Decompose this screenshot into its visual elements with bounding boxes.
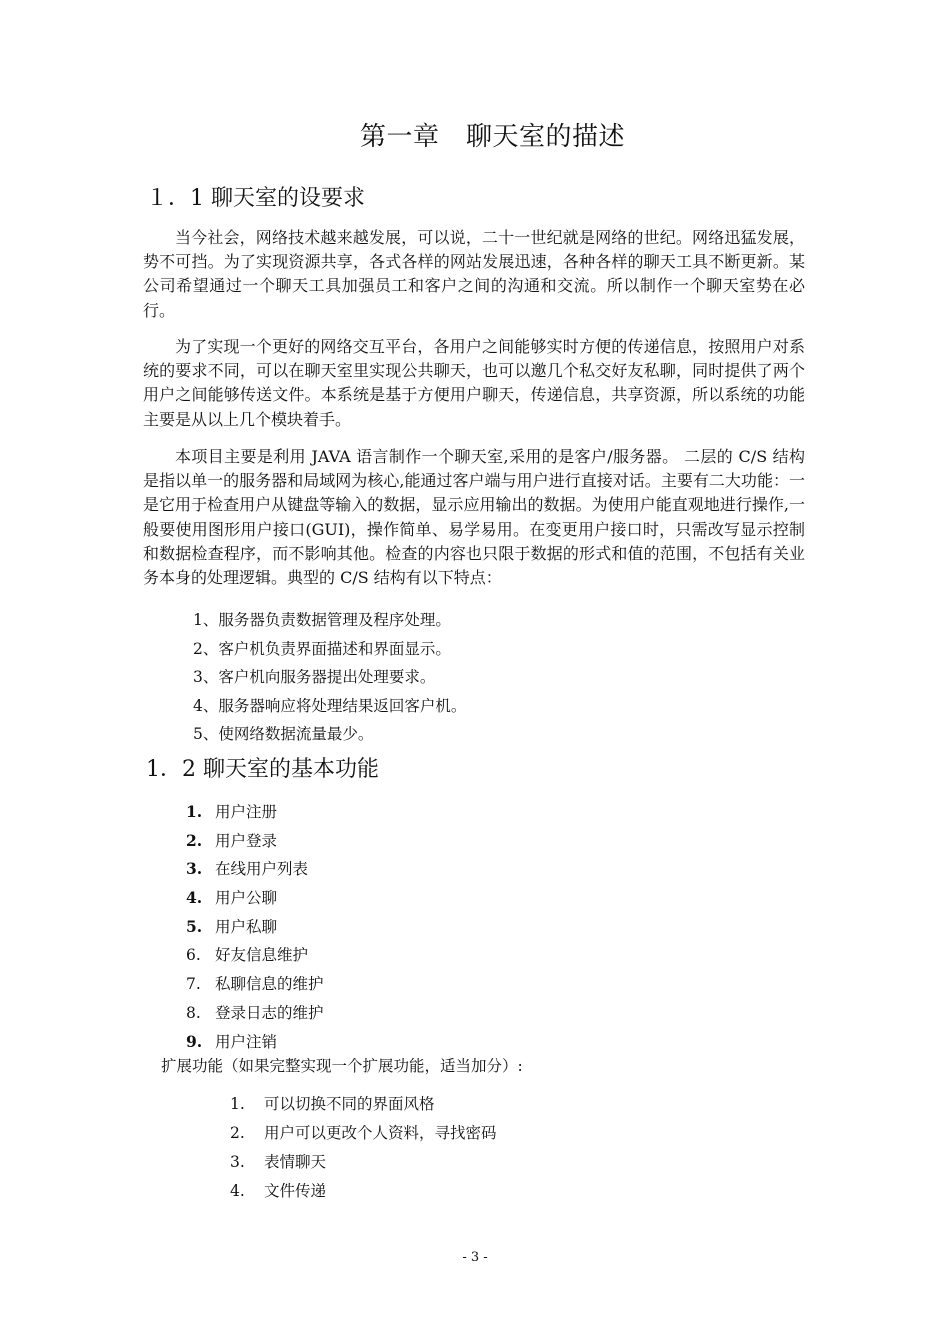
list-label: 可以切换不同的界面风格 [264, 1095, 435, 1113]
list-number: 1. [186, 802, 203, 821]
list-item [230, 1090, 497, 1119]
list-item [230, 1177, 497, 1206]
list-label: 用户登录 [215, 831, 278, 850]
list-number: 4. [230, 1182, 245, 1200]
list-number: 2. [230, 1124, 245, 1142]
list-item [186, 970, 324, 999]
list-number: 3. [186, 859, 203, 879]
list-item [186, 798, 324, 827]
list-item: 3、客户机向服务器提出处理要求。 [193, 668, 436, 686]
list-item [230, 1119, 497, 1148]
list-number: 3. [230, 1153, 245, 1171]
list-label: 表情聊天 [264, 1153, 327, 1171]
paragraph-cs-structure: 本项目主要是利用 JAVA 语言制作一个聊天室,采用的是客户/服务器。 二层的 C/S 结构是指以单一的服务器和局域网为核心,能通过客户端与用户进行直接对话。主要有二大功能：一是它用于检查用户从键盘等输入的数据，显示应用输出的数据。为使用户能直观地进行操作,一般要使用图形用户接口(GUI)，操作简单、易学易用。在变更用户接口时，只需改写显示控制和数据检查程序，而不影响其他。检查的内容也只限于数据的形式和值的范围，不包括有关业务本身的处理逻辑。典型的 C/S 结构有以下特点： [143, 447, 805, 588]
list-item [186, 1028, 324, 1057]
section-heading-1-2: 1．2 聊天室的基本功能 [146, 757, 379, 782]
list-label: 用户可以更改个人资料，寻找密码 [264, 1124, 497, 1142]
list-item [230, 1148, 497, 1177]
list-label: 好友信息维护 [215, 946, 309, 965]
basic-functions-list [186, 798, 324, 1056]
list-label: 在线用户列表 [215, 860, 309, 879]
list-label: 用户注销 [215, 1032, 278, 1051]
list-label: 用户公聊 [215, 889, 278, 908]
list-item [186, 999, 324, 1028]
list-number: 8. [186, 1003, 201, 1022]
cs-features-list [193, 606, 466, 749]
extension-intro: 扩展功能（如果完整实现一个扩展功能，适当加分）: [161, 1057, 523, 1075]
list-item [186, 884, 324, 913]
list-number: 1. [230, 1095, 245, 1113]
list-number: 9. [186, 1031, 203, 1051]
extension-functions-list [230, 1090, 497, 1206]
section-heading-1-1: １．1 聊天室的设要求 [146, 186, 365, 211]
list-number: 2. [186, 830, 203, 850]
list-label: 用户注册 [215, 803, 278, 821]
list-item: 5、使网络数据流量最少。 [193, 725, 374, 743]
list-number: 7. [186, 975, 201, 994]
list-label: 文件传递 [264, 1182, 327, 1200]
list-number: 6. [186, 946, 201, 965]
list-label: 登录日志的维护 [215, 1003, 324, 1022]
paragraph-platform: 为了实现一个更好的网络交互平台，各用户之间能够实时方便的传递信息，按照用户对系统的要求不同，可以在聊天室里实现公共聊天，也可以邀几个私交好友私聊，同时提供了两个用户之间能够传送文件。本系统是基于方便用户聊天，传递信息，共享资源，所以系统的功能主要是从以上几个模块着手。 [143, 337, 805, 429]
list-item: 4、服务器响应将处理结果返回客户机。 [193, 696, 467, 715]
page-number: - 3 - [462, 1250, 488, 1265]
list-item: 1、服务器负责数据管理及程序处理。 [193, 611, 451, 629]
list-number: 5. [186, 916, 203, 936]
list-item [186, 941, 324, 970]
list-item [186, 913, 324, 942]
list-number: 4. [186, 888, 203, 908]
list-item: 2、客户机负责界面描述和界面显示。 [193, 639, 451, 658]
paragraph-intro: 当今社会，网络技术越来越发展，可以说，二十一世纪就是网络的世纪。网络迅猛发展，势不可挡。为了实现资源共享，各式各样的网站发展迅速，各种各样的聊天工具不断更新。某公司希望通过一个聊天工具加强员工和客户之间的沟通和交流。所以制作一个聊天室势在必行。 [143, 228, 805, 320]
list-item [186, 827, 324, 856]
list-label: 用户私聊 [215, 917, 278, 936]
list-label: 私聊信息的维护 [215, 975, 324, 994]
chapter-title: 第一章 聊天室的描述 [359, 122, 625, 152]
list-item [186, 855, 324, 884]
